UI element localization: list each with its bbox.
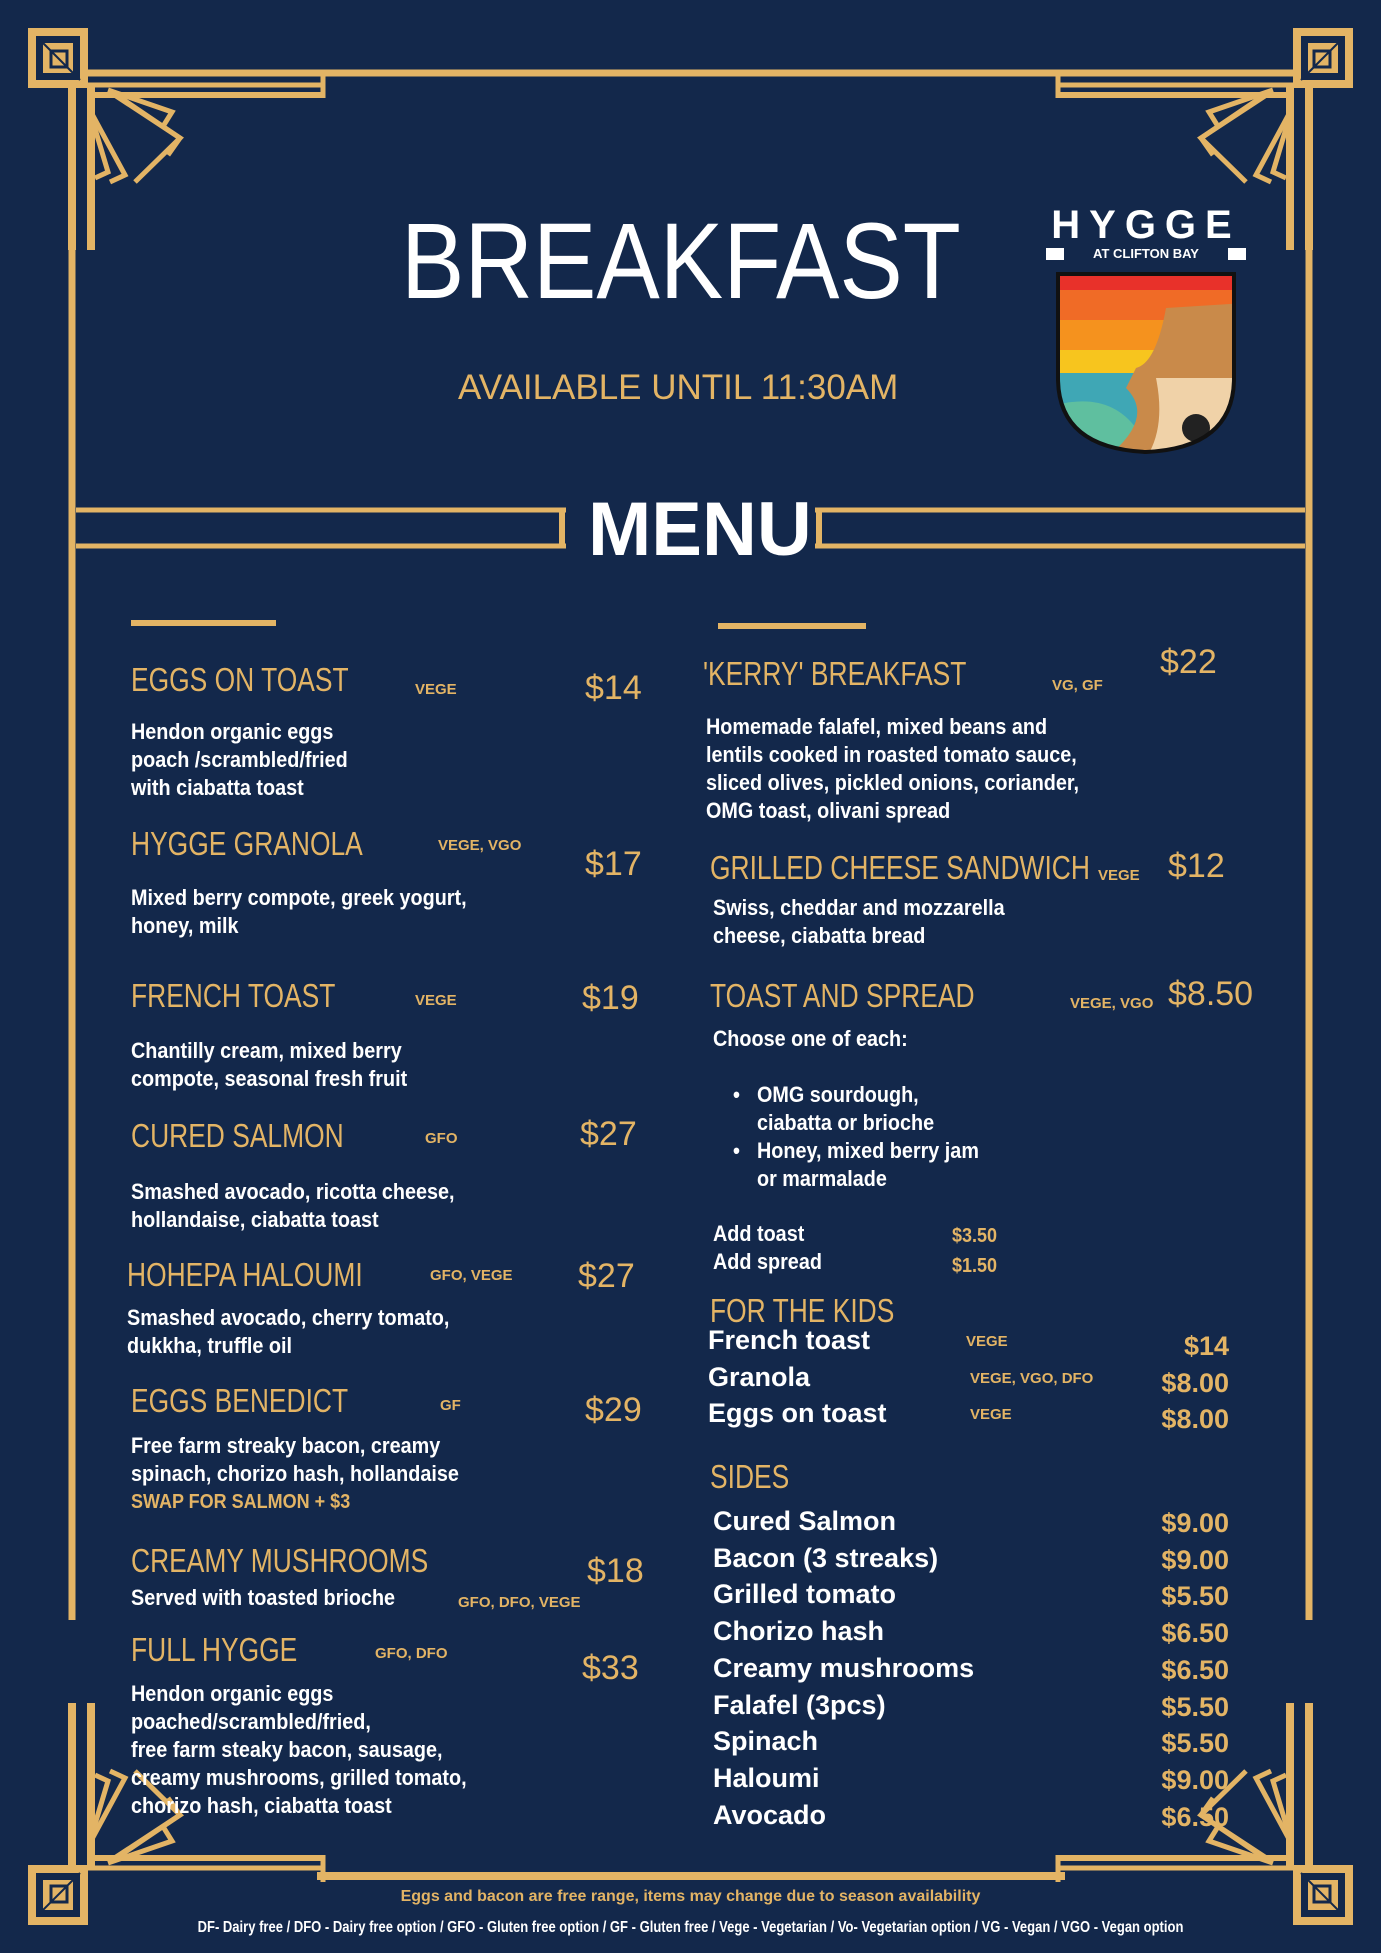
menu-heading: MENU xyxy=(588,487,812,572)
kids-item-name: Granola xyxy=(708,1362,811,1392)
item-price: $12 xyxy=(1168,847,1225,885)
side-item-name: Chorizo hash xyxy=(713,1616,885,1647)
logo-emblem xyxy=(1046,268,1246,458)
extra-price: $3.50 xyxy=(952,1225,998,1247)
kids-item-tags: VEGE, VGO, DFO xyxy=(970,1370,1094,1387)
item-title: FRENCH TOAST xyxy=(131,977,336,1014)
side-item-name: Bacon (3 streaks) xyxy=(713,1542,939,1573)
item-price: $8.50 xyxy=(1168,975,1254,1013)
item-description: Free farm streaky bacon, creamy spinach, chorizo hash, hollandaise xyxy=(131,1433,459,1486)
item-title: HOHEPA HALOUMI xyxy=(127,1256,363,1293)
item-title: EGGS BENEDICT xyxy=(131,1382,349,1419)
side-item-name: Falafel (3pcs) xyxy=(713,1689,886,1720)
side-item-price: $6.50 xyxy=(1161,1618,1229,1649)
item-price: $27 xyxy=(578,1257,635,1295)
dietary-tags: GFO, VEGE xyxy=(430,1267,513,1284)
kids-item-price: $8.00 xyxy=(1161,1368,1229,1398)
dietary-tags: VEGE xyxy=(415,681,457,698)
extra-price: $1.50 xyxy=(952,1255,998,1277)
extra-label: Add spread xyxy=(713,1249,822,1274)
item-description: Smashed avocado, ricotta cheese, hollandaise, ciabatta toast xyxy=(131,1179,455,1232)
footer-note: Eggs and bacon are free range, items may change due to season availability xyxy=(400,1888,981,1905)
kids-item-tags: VEGE xyxy=(970,1406,1012,1423)
item-price: $17 xyxy=(585,845,642,883)
bullet-dot: • xyxy=(733,1082,740,1107)
bullet-dot: • xyxy=(733,1138,740,1163)
item-title: TOAST AND SPREAD xyxy=(710,977,975,1014)
item-title: CREAMY MUSHROOMS xyxy=(131,1542,429,1579)
side-item-name: Spinach xyxy=(713,1726,819,1757)
dietary-tags: VEGE, VGO xyxy=(438,837,522,854)
item-price: $29 xyxy=(585,1391,642,1429)
dietary-tags: VG, GF xyxy=(1052,677,1103,694)
side-item-price: $6.50 xyxy=(1161,1801,1229,1832)
corner-top-left xyxy=(32,32,325,250)
dietary-tags: GF xyxy=(440,1397,461,1414)
item-description: Swiss, cheddar and mozzarella cheese, ciabatta bread xyxy=(713,895,1005,948)
logo-name: HYGGE xyxy=(1051,203,1241,247)
item-price: $19 xyxy=(582,979,639,1017)
logo-subtitle: AT CLIFTON BAY xyxy=(1046,248,1246,260)
side-item-price: $9.00 xyxy=(1161,1764,1229,1795)
item-description: Hendon organic eggs poached/scrambled/fried, free farm steaky bacon, sausage, creamy mushrooms, grilled tomato, chorizo hash, ciabatta toast xyxy=(131,1681,467,1818)
availability-note: AVAILABLE UNTIL 11:30AM xyxy=(458,368,899,407)
item-title: EGGS ON TOAST xyxy=(131,661,349,698)
item-description: Choose one of each: xyxy=(713,1026,908,1051)
item-price: $33 xyxy=(582,1649,639,1687)
kids-item-price: $14 xyxy=(1183,1331,1229,1361)
side-item-price: $5.50 xyxy=(1161,1728,1229,1759)
dietary-tags: VEGE xyxy=(1098,867,1140,884)
page-title: BREAKFAST xyxy=(401,200,961,321)
item-description: Chantilly cream, mixed berry compote, seasonal fresh fruit xyxy=(131,1038,408,1091)
item-title: HYGGE GRANOLA xyxy=(131,825,363,862)
item-price: $27 xyxy=(580,1115,637,1153)
item-title: GRILLED CHEESE SANDWICH xyxy=(710,849,1090,886)
toast-option: OMG sourdough, ciabatta or brioche xyxy=(757,1082,935,1135)
dietary-tags: GFO xyxy=(425,1130,458,1147)
side-item-price: $6.50 xyxy=(1161,1654,1229,1685)
item-price: $14 xyxy=(585,669,642,707)
item-title: CURED SALMON xyxy=(131,1117,344,1154)
side-item-price: $5.50 xyxy=(1161,1691,1229,1722)
dietary-tags: VEGE xyxy=(415,992,457,1009)
dietary-legend: DF- Dairy free / DFO - Dairy free option / GFO - Gluten free option / GF - Gluten free / Vege - Vegetarian / Vo- Vegetarian option / VG - Vegan / VGO - Vegan option xyxy=(197,1919,1184,1936)
item-description: Smashed avocado, cherry tomato, dukkha, truffle oil xyxy=(127,1305,450,1358)
item-description: Homemade falafel, mixed beans and lentils cooked in roasted tomato sauce, sliced olives, pickled onions, coriander, OMG toast, olivani spread xyxy=(706,714,1080,823)
item-price: $22 xyxy=(1160,643,1217,681)
item-description: Mixed berry compote, greek yogurt, honey, milk xyxy=(131,885,467,938)
item-description: Served with toasted brioche xyxy=(131,1585,396,1610)
dietary-tags: VEGE, VGO xyxy=(1070,995,1154,1012)
item-upgrade-note: SWAP FOR SALMON + $3 xyxy=(131,1491,351,1513)
side-item-price: $9.00 xyxy=(1161,1544,1229,1575)
kids-item-price: $8.00 xyxy=(1161,1404,1229,1434)
dietary-tags: GFO, DFO xyxy=(375,1645,448,1662)
item-title: 'KERRY' BREAKFAST xyxy=(703,655,967,692)
logo xyxy=(1046,205,1246,450)
item-price: $18 xyxy=(587,1552,644,1590)
kids-heading: FOR THE KIDS xyxy=(710,1292,895,1329)
side-item-name: Avocado xyxy=(713,1799,827,1830)
sides-heading: SIDES xyxy=(710,1458,790,1495)
side-item-name: Grilled tomato xyxy=(713,1579,897,1610)
side-item-name: Haloumi xyxy=(713,1762,820,1793)
extra-label: Add toast xyxy=(713,1221,805,1246)
side-item-name: Creamy mushrooms xyxy=(713,1652,975,1683)
kids-item-tags: VEGE xyxy=(966,1333,1008,1350)
side-item-name: Cured Salmon xyxy=(713,1506,897,1536)
toast-option: Honey, mixed berry jam or marmalade xyxy=(757,1138,979,1191)
kids-item-name: Eggs on toast xyxy=(708,1398,887,1428)
dietary-tags: GFO, DFO, VEGE xyxy=(458,1594,581,1611)
side-item-price: $5.50 xyxy=(1161,1581,1229,1612)
kids-item-name: French toast xyxy=(708,1325,871,1355)
side-item-price: $9.00 xyxy=(1161,1508,1229,1538)
item-title: FULL HYGGE xyxy=(131,1631,298,1668)
item-description: Hendon organic eggs poach /scrambled/fried with ciabatta toast xyxy=(131,719,348,800)
